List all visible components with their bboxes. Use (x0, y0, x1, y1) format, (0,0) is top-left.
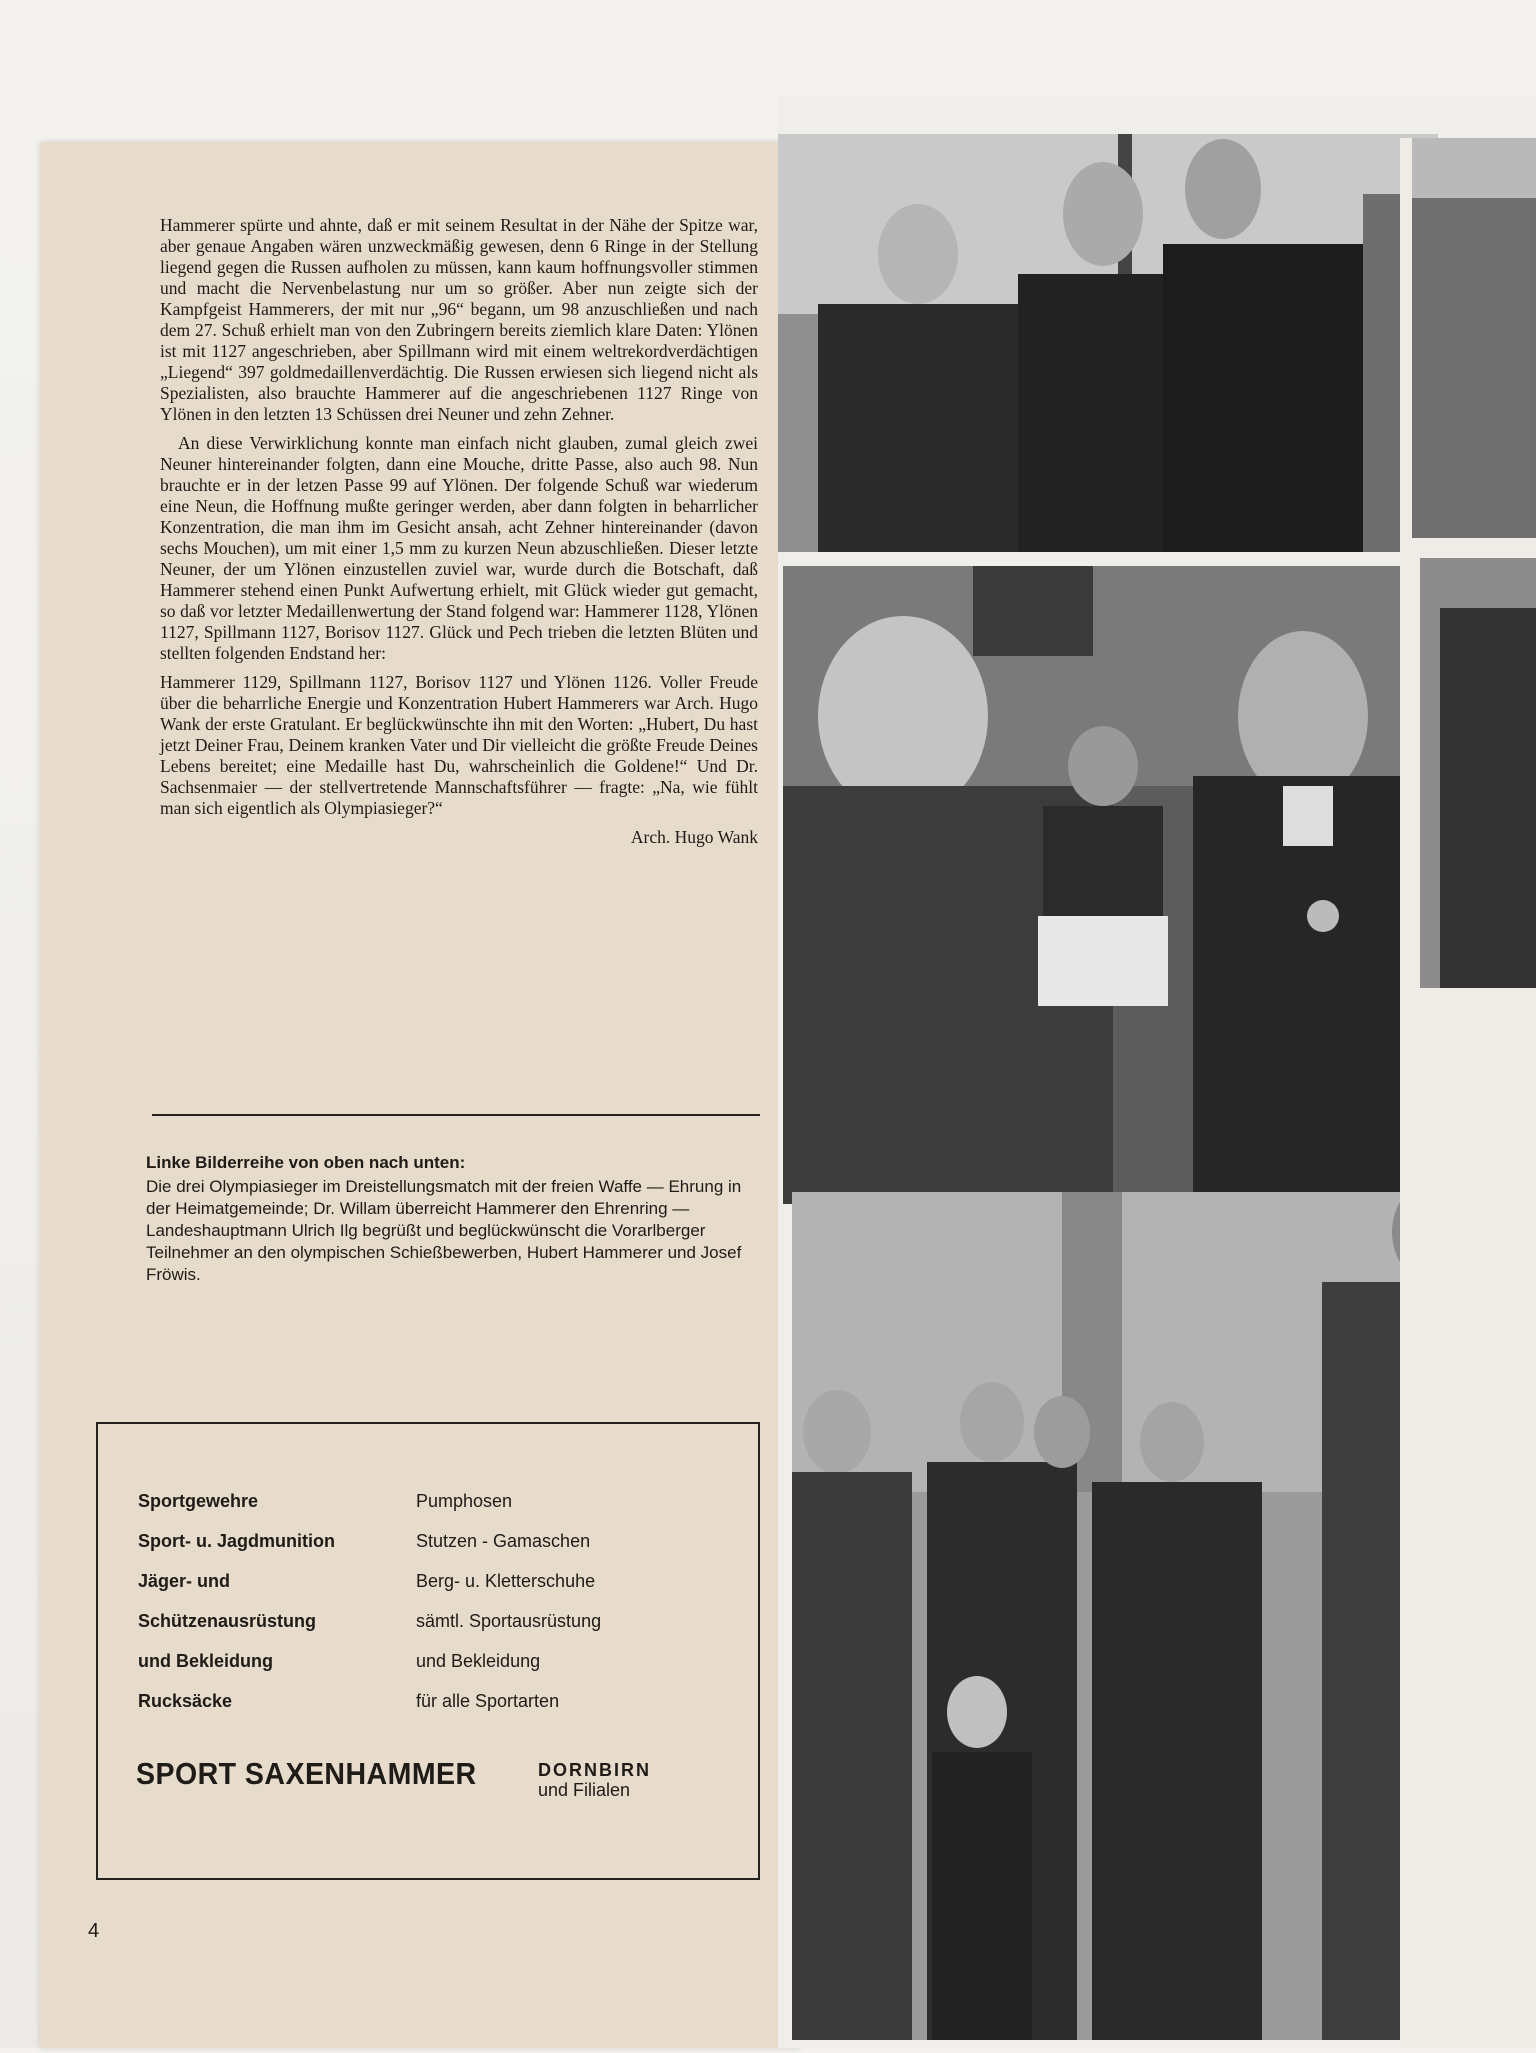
section-divider (152, 1114, 760, 1116)
ad-item: sämtl. Sportausrüstung (416, 1611, 602, 1631)
ad-product-list-left (138, 1490, 388, 1730)
ad-product-list-right (416, 1490, 716, 1730)
article-paragraph: Hammerer 1129, Spillmann 1127, Borisov 1127 und Ylönen 1126. Voller Freude über die beharrliche Energie und Konzentration Hubert Hammerers war Arch. Hugo Wank der erste Gratulant. Er beglückwünschte ihn mit den Worten: „Hubert, Du hast jetzt Deiner Frau, Deinem kranken Vater und Dir vielleicht die größte Freude Deines Lebens bereitet; eine Medaille hast Du, wahrscheinlich die Goldene!“ Und Dr. Sachsenmaier — der stellvertretende Mannschaftsführer — fragte: „Na, wie fühlt man sich eigentlich als Olympiasieger?“ (160, 672, 758, 818)
ad-item: Sport- u. Jagdmunition (138, 1531, 335, 1551)
ad-item: und Bekleidung (138, 1651, 273, 1671)
ad-item: Sportgewehre (138, 1491, 259, 1511)
caption-text: Die drei Olympiasieger im Dreistellungsmatch mit der freien Waffe — Ehrung in der Heimatgemeinde; Dr. Willam überreicht Hammerer den Ehrenring — Landeshauptmann Ulrich Ilg begrüßt und beglückwünscht die Vorarlberger Teilnehmer an den olympischen Schießbewerben, Hubert Hammerer und Josef Fröwis. (146, 1177, 742, 1284)
ad-item: Stutzen - Gamaschen (416, 1531, 591, 1551)
ad-item: Jäger- und (138, 1571, 231, 1591)
article-text (160, 215, 758, 848)
ad-item: Schützenausrüstung (138, 1611, 317, 1631)
article-paragraph: Hammerer spürte und ahnte, daß er mit seinem Resultat in der Nähe der Spitze war, aber genaue Angaben wären unzweckmäßig gewesen, denn 6 Ringe in der Stellung liegend gegen die Russen aufholen zu müssen, kann kaum hoffnungsvoller stimmen und macht die Nervenbelastung nur um so größer. Aber nun zeigte sich der Kampfgeist Hammerers, der mit nur „96“ begann, um 98 anzuschließen und nach dem 27. Schuß erhielt man von den Zubringern bereits ziemlich klare Daten: Ylönen ist mit 1127 angeschrieben, aber Spillmann wird mit einem weltrekordverdächtigen „Liegend“ 397 goldmedaillenverdächtig. Die Russen erwiesen sich liegend nicht als Spezialisten, also brauchte Hammerer auf die angeschriebenen 1127 Ringe von Ylönen in den letzten 13 Schüssen drei Neuner und zehn Zehner. (160, 215, 758, 424)
ad-city: DORNBIRN (538, 1760, 651, 1780)
advertisement (96, 1422, 760, 1880)
caption-heading: Linke Bilderreihe von oben nach unten: (146, 1153, 466, 1172)
page-number: 4 (88, 1920, 100, 1942)
ad-branches: und Filialen (538, 1780, 631, 1800)
photo-olympic-winners (778, 134, 1438, 552)
ad-brand-name: SPORT SAXENHAMMER (136, 1756, 477, 1791)
ad-item: für alle Sportarten (416, 1691, 560, 1711)
adjacent-page-edge (1400, 138, 1536, 2048)
ad-location (538, 1760, 651, 1800)
article-paragraph: An diese Verwirklichung konnte man einfach nicht glauben, zumal gleich zwei Neuner hintereinander folgten, dann eine Mouche, dritte Passe, also auch 98. Nun brauchte er in der letzen Passe 99 auf Ylönen. Der folgende Schuß war wiederum eine Neun, die Hoffnung mußte geringer werden, aber dann folgten in beharrlicher Konzentration, die man ihm im Gesicht ansah, acht Zehner hintereinander (davon sechs Mouchen), um mit einer 1,5 mm zu kurzen Neun abzuschließen. Dieser letzte Neuner, der um Ylönen einzustellen zuviel war, wurde durch die Botschaft, daß Hammerer stehend einen Punkt Aufwertung erhielt, mit Glück wieder gut gemacht, so daß vor letzter Medaillenwertung der Stand folgend war: Hammerer 1128, Ylönen 1127, Spillmann 1127, Borisov 1127. Glück und Pech trieben die letzten Blüten und stellten folgenden Endstand her: (160, 433, 758, 663)
article-signature: Arch. Hugo Wank (630, 827, 758, 847)
ad-item: Berg- u. Kletterschuhe (416, 1571, 596, 1591)
ad-item: und Bekleidung (416, 1651, 541, 1671)
ad-item: Pumphosen (416, 1491, 513, 1511)
ad-item: Rucksäcke (138, 1691, 233, 1711)
photo-caption (146, 1152, 766, 1286)
